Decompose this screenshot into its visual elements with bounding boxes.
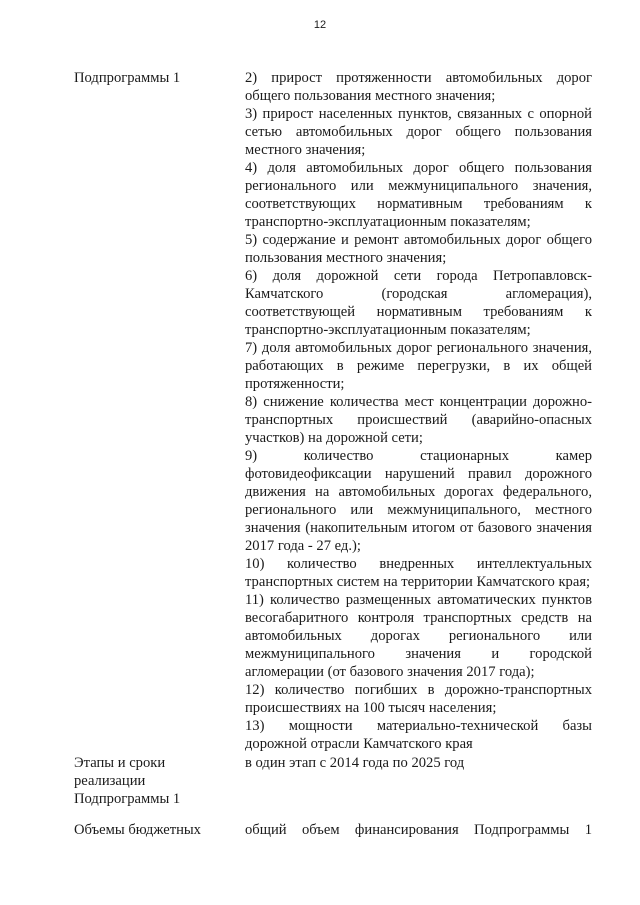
budget-value <box>245 821 592 839</box>
list-item: 9) количество стационарных камер фотовидеофиксации нарушений правил дорожного движения на автомобильных дорогах федерального, регионального или межмуниципального, местного значения (накопительным итогом от базового значения 2017 года - 27 ед.); <box>245 448 592 554</box>
indicators-list <box>245 69 592 753</box>
page-number: 12 <box>313 19 327 31</box>
list-item: 5) содержание и ремонт автомобильных дорог общего пользования местного значения; <box>245 232 592 266</box>
list-item: 4) доля автомобильных дорог общего пользования регионального или межмуниципального значения, соответствующих нормативным требованиям к транспортно-эксплуатационным показателям; <box>245 160 592 230</box>
list-item: 6) доля дорожной сети города Петропавловск-Камчатского (городская агломерация), соответствующей нормативным требованиям к транспортно-эксплуатационным показателям; <box>245 268 592 338</box>
list-item: 11) количество размещенных автоматических пунктов весогабаритного контроля транспортных средств на автомобильных дорогах регионального или межмуниципального значения и городской агломерации (от базового значения 2017 года); <box>245 592 592 680</box>
list-item: 2) прирост протяженности автомобильных дорог общего пользования местного значения; <box>245 70 592 104</box>
row-label-stages: Этапы и сроки реализации Подпрограммы 1 <box>74 755 181 807</box>
list-item: 7) доля автомобильных дорог регионального значения, работающих в режиме перегрузки, в их общей протяженности; <box>245 340 592 392</box>
row-label-subprogram: Подпрограммы 1 <box>74 70 181 86</box>
row-label-budget: Объемы бюджетных <box>74 822 201 838</box>
list-item: 10) количество внедренных интеллектуальных транспортных систем на территории Камчатского края; <box>245 556 592 590</box>
list-item: в один этап с 2014 года по 2025 год <box>245 755 465 771</box>
list-item: 12) количество погибших в дорожно-транспортных происшествиях на 100 тысяч населения; <box>245 682 592 716</box>
list-item: 13) мощности материально-технической базы дорожной отрасли Камчатского края <box>245 718 592 752</box>
list-item: 3) прирост населенных пунктов, связанных с опорной сетью автомобильных дорог общего пользования местного значения; <box>245 106 592 158</box>
list-item: 8) снижение количества мест концентрации дорожно-транспортных происшествий (аварийно-опасных участков) на дорожной сети; <box>245 394 592 446</box>
list-item: общий объем финансирования Подпрограммы 1 <box>245 822 592 838</box>
stages-value <box>245 754 592 772</box>
